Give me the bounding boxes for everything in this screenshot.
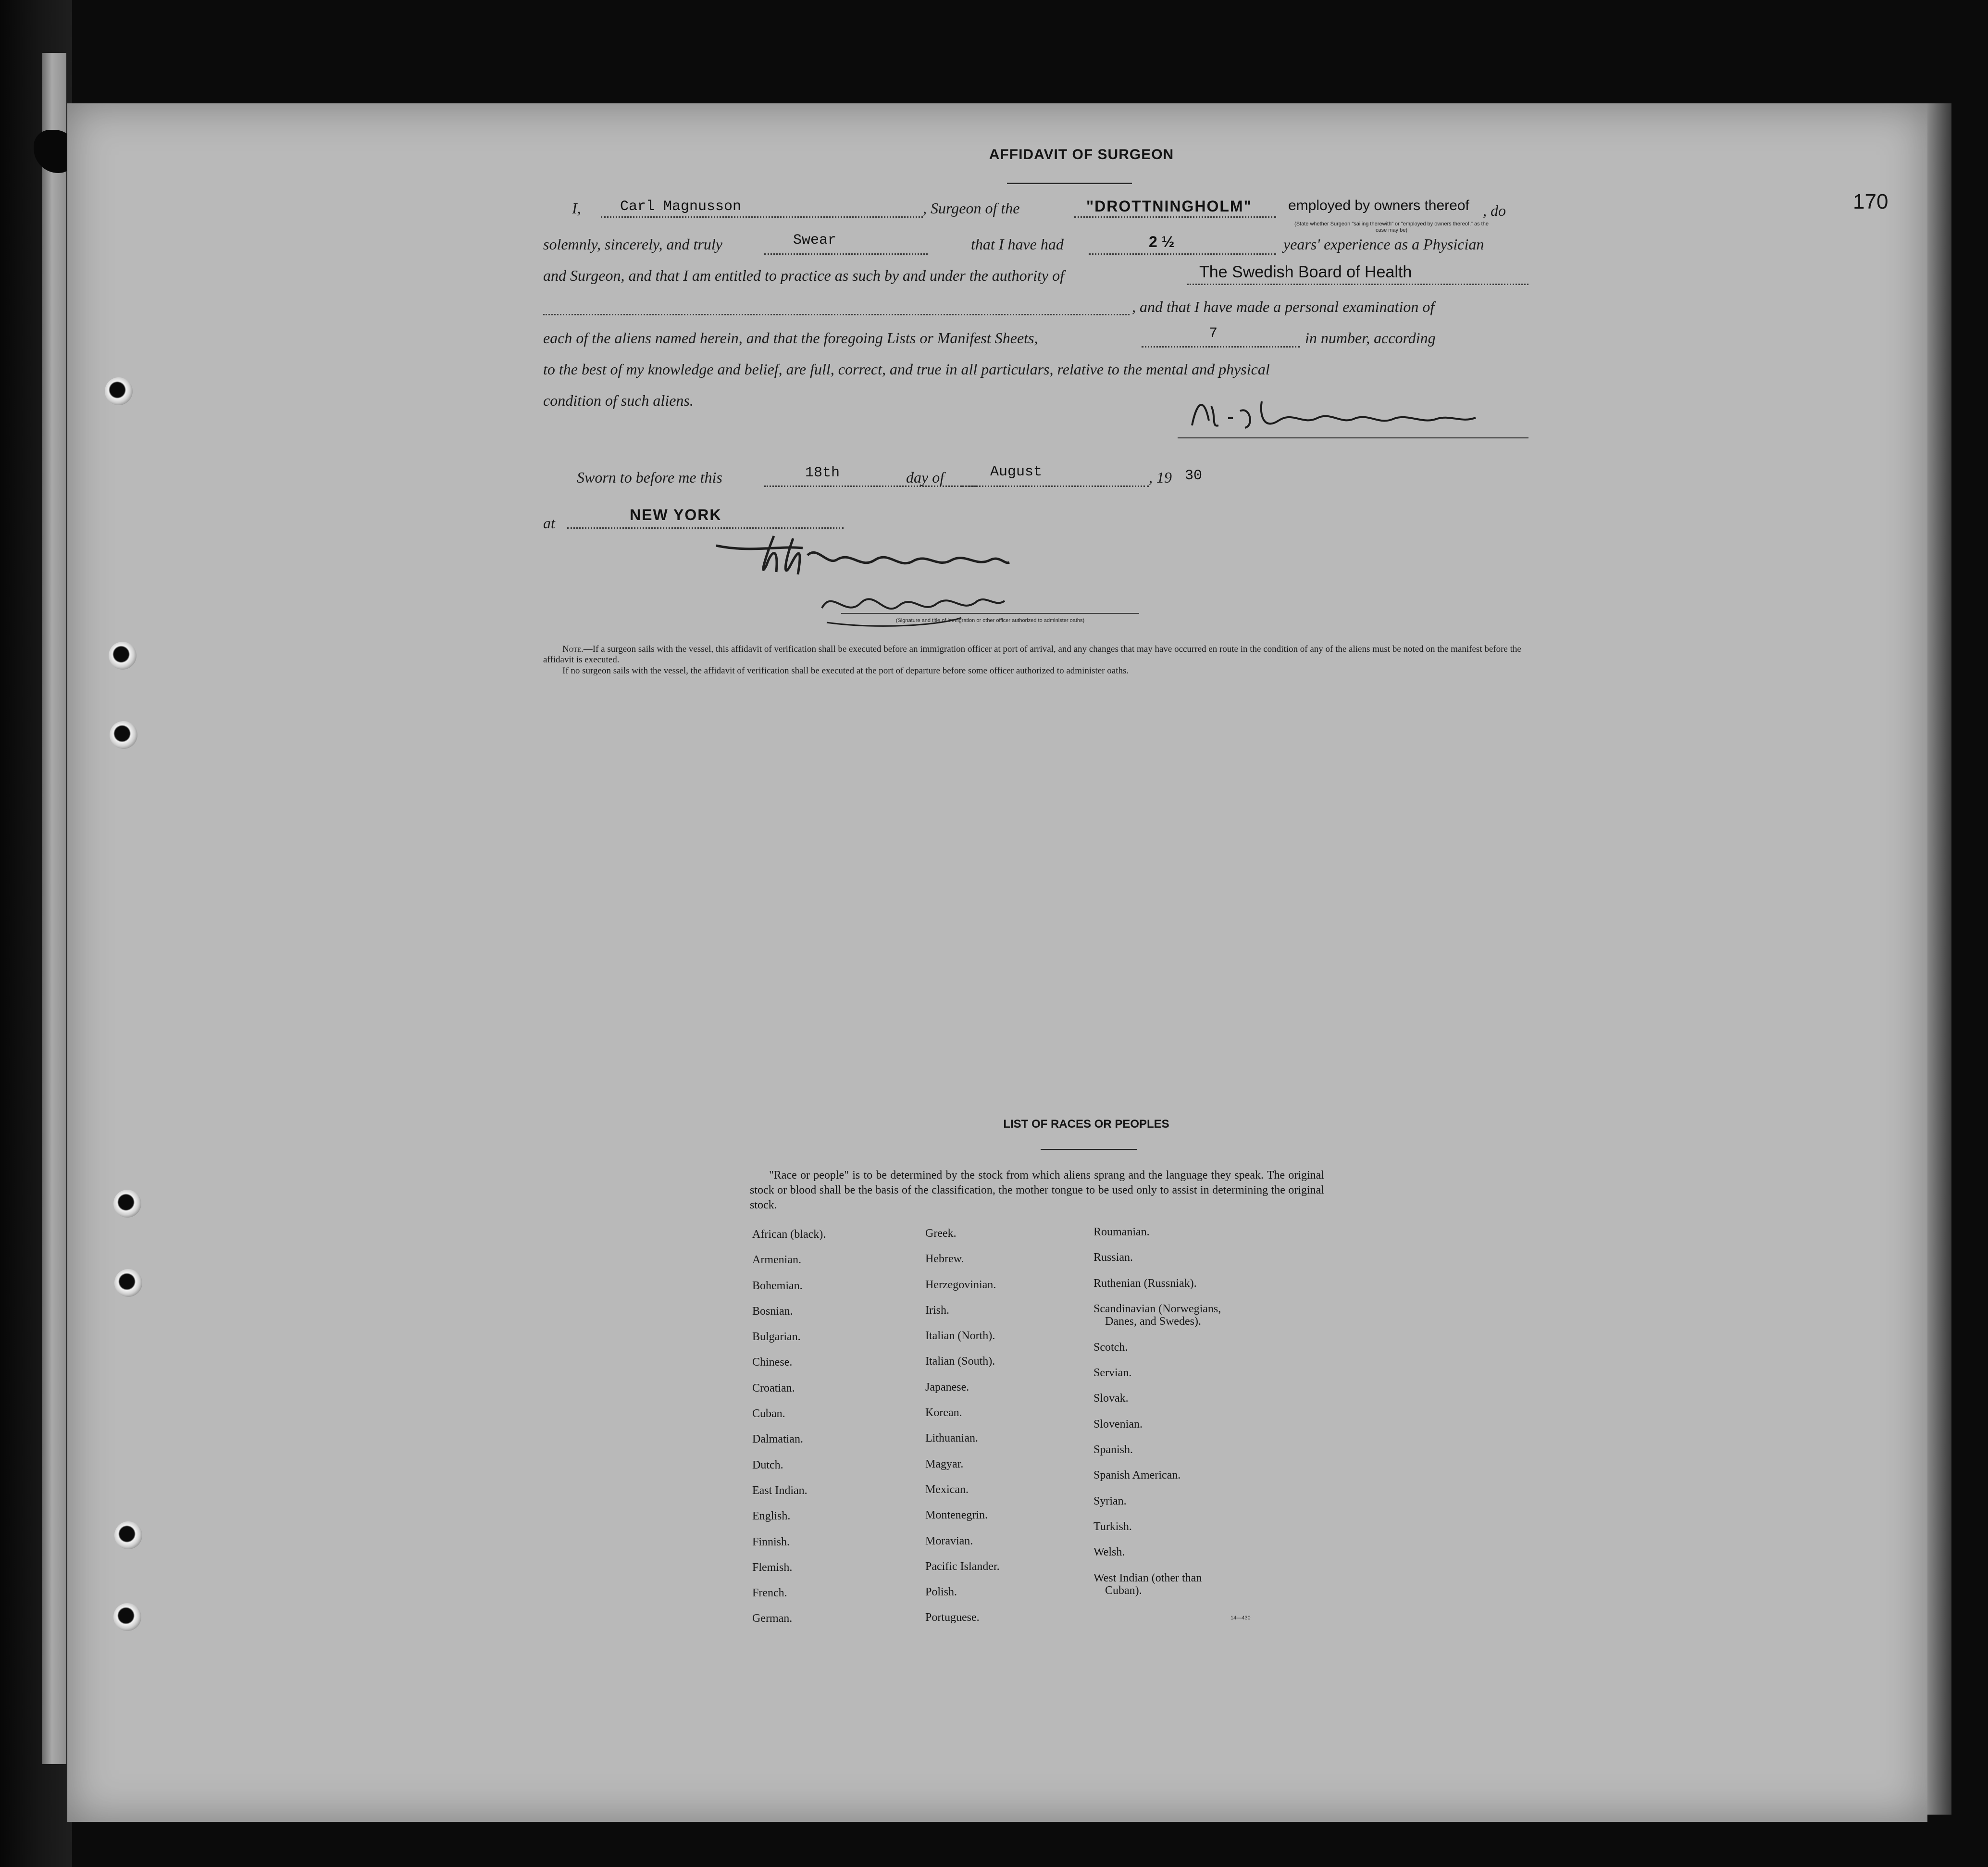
- race-item: Russian.: [1093, 1251, 1133, 1264]
- sworn-month: August: [990, 464, 1043, 480]
- race-item: Chinese.: [752, 1356, 793, 1369]
- races-column-1: [752, 1228, 826, 1638]
- punch-hole: [114, 1521, 142, 1549]
- punch-hole: [113, 1603, 141, 1631]
- line2-start: solemnly, sincerely, and truly: [543, 236, 722, 253]
- race-item: Slovenian.: [1093, 1418, 1143, 1431]
- place-prefix: at: [543, 514, 555, 532]
- title-rule: [1007, 183, 1132, 184]
- race-item: Irish.: [925, 1304, 949, 1317]
- race-item: Flemish.: [752, 1561, 793, 1574]
- note-text-1: —If a surgeon sails with the vessel, this affidavit of verification shall be executed before an immigration officer at port of arrival, and any changes that may have occurred en route in the condition of any of the aliens must be noted on the manifest before the affidavit is executed.: [543, 644, 1521, 665]
- vessel-name: "DROTTNINGHOLM": [1086, 198, 1252, 215]
- binding-strip: [42, 53, 66, 1764]
- race-item: Montenegrin.: [925, 1509, 988, 1522]
- verb-blank: [764, 253, 928, 255]
- manifest-page: [67, 103, 1927, 1822]
- sworn-year: 30: [1185, 468, 1203, 484]
- punch-hole: [114, 1269, 142, 1297]
- race-item: Mexican.: [925, 1483, 969, 1496]
- authority-blank: [1187, 284, 1528, 285]
- race-item: Bohemian.: [752, 1279, 803, 1292]
- race-item: Bulgarian.: [752, 1331, 801, 1344]
- month-blank: [961, 485, 1149, 487]
- race-item: Croatian.: [752, 1382, 795, 1394]
- race-item: French.: [752, 1587, 787, 1600]
- oath-verb: Swear: [793, 232, 837, 249]
- races-title-rule: [1041, 1149, 1137, 1150]
- note-paragraph-2: If no surgeon sails with the vessel, the affidavit of verification shall be executed at the port of departure before some officer authorized to administer oaths.: [562, 666, 1129, 676]
- officer-caption: (Signature and title of immigration or other officer authorized to administer oaths): [895, 618, 1085, 623]
- employment-hint: (State whether Surgeon "sailing therewith" or "employed by owners thereof," as the case may be): [1294, 221, 1489, 233]
- affidavit-title: AFFIDAVIT OF SURGEON: [989, 147, 1174, 162]
- race-item: Magyar.: [925, 1457, 964, 1470]
- surgeon-name: Carl Magnusson: [620, 199, 742, 215]
- line4: , and that I have made a personal examination of: [1132, 298, 1435, 315]
- race-item: Cuban.: [752, 1407, 785, 1420]
- race-item: Polish.: [925, 1586, 957, 1599]
- line1-middle: , Surgeon of the: [923, 199, 1020, 217]
- race-item: Roumanian.: [1093, 1226, 1150, 1238]
- race-item: Finnish.: [752, 1535, 790, 1548]
- race-item: German.: [752, 1612, 793, 1625]
- sworn-day: 18th: [805, 465, 840, 481]
- race-item: Ruthenian (Russniak).: [1093, 1277, 1197, 1290]
- authority-blank-2: [543, 314, 1130, 315]
- officer-signature: [711, 526, 1115, 642]
- race-item: Armenian.: [752, 1254, 801, 1267]
- vessel-blank: [1074, 216, 1276, 218]
- race-item: Dutch.: [752, 1458, 783, 1471]
- form-number: 14—430: [1230, 1615, 1251, 1621]
- officer-signature-line: [841, 613, 1139, 614]
- race-item: English.: [752, 1510, 791, 1523]
- race-item: Spanish.: [1093, 1444, 1133, 1456]
- years-blank: [1089, 253, 1276, 255]
- race-item: Turkish.: [1093, 1520, 1132, 1533]
- page-number: 170: [1853, 190, 1889, 213]
- race-item: Lithuanian.: [925, 1432, 978, 1445]
- note-paragraph-1: [543, 644, 1538, 665]
- races-column-2: [925, 1227, 1000, 1637]
- surgeon-signature-line: [1178, 437, 1528, 438]
- surgeon-signature: [1182, 387, 1548, 440]
- race-item: Dalmatian.: [752, 1433, 803, 1446]
- line2-end: years' experience as a Physician: [1283, 236, 1484, 253]
- place-city: NEW YORK: [630, 506, 722, 523]
- race-item: Scotch.: [1093, 1341, 1128, 1354]
- race-item: Hebrew.: [925, 1253, 964, 1266]
- race-item: Bosnian.: [752, 1305, 793, 1318]
- line1-start: I,: [572, 199, 581, 217]
- race-item: African (black).: [752, 1228, 826, 1241]
- race-item: Moravian.: [925, 1534, 973, 1547]
- race-item: Slovak.: [1093, 1392, 1129, 1405]
- race-item: Scandinavian (Norwegians, Danes, and Swedes).: [1093, 1302, 1221, 1328]
- race-item: Pacific Islander.: [925, 1560, 1000, 1573]
- line5-start: each of the aliens named herein, and that the foregoing Lists or Manifest Sheets,: [543, 329, 1038, 347]
- line7: condition of such aliens.: [543, 392, 694, 409]
- name-blank: [601, 216, 923, 218]
- page-edge: [1927, 103, 1951, 1815]
- sheet-count: 7: [1209, 325, 1218, 342]
- race-item: Spanish American.: [1093, 1469, 1181, 1482]
- races-title: LIST OF RACES OR PEOPLES: [1003, 1118, 1169, 1131]
- race-item: East Indian.: [752, 1484, 808, 1497]
- sheets-blank: [1142, 346, 1300, 348]
- employment-status: employed by owners thereof: [1288, 198, 1469, 213]
- race-item: Italian (South).: [925, 1355, 995, 1368]
- race-item: Japanese.: [925, 1381, 969, 1394]
- race-item: Syrian.: [1093, 1494, 1127, 1507]
- punch-hole: [105, 377, 133, 405]
- line3-start: and Surgeon, and that I am entitled to practice as such by and under the authority of: [543, 267, 1064, 284]
- sworn-start: Sworn to before me this: [577, 469, 722, 486]
- sworn-middle: day of: [906, 469, 944, 486]
- punch-hole: [113, 1190, 141, 1218]
- note-label: Note.: [562, 644, 584, 654]
- licensing-authority: The Swedish Board of Health: [1199, 263, 1412, 281]
- punch-hole: [110, 721, 137, 749]
- race-item: Korean.: [925, 1406, 962, 1419]
- race-item: Herzegovinian.: [925, 1278, 996, 1291]
- race-item: Greek.: [925, 1227, 957, 1240]
- years-experience: 2 ½: [1149, 233, 1175, 250]
- line5-end: in number, according: [1305, 329, 1436, 347]
- races-intro: "Race or people" is to be determined by the stock from which aliens sprang and the language they speak. The original stock or blood shall be the basis of the classification, the mother tongue to be used only to assist in determining the original stock.: [750, 1169, 1324, 1211]
- race-item: Servian.: [1093, 1367, 1132, 1380]
- race-item: Welsh.: [1093, 1546, 1125, 1559]
- punch-hole: [109, 642, 137, 670]
- line6: to the best of my knowledge and belief, are full, correct, and true in all particulars, relative to the mental and physical: [543, 361, 1270, 378]
- line1-end: , do: [1483, 202, 1506, 219]
- sworn-year-prefix: , 19: [1149, 469, 1172, 486]
- races-column-3: [1093, 1226, 1221, 1597]
- race-item: Portuguese.: [925, 1611, 980, 1624]
- race-item: Italian (North).: [925, 1330, 995, 1343]
- line2-middle: that I have had: [971, 236, 1064, 253]
- race-item: West Indian (other than Cuban).: [1093, 1571, 1202, 1597]
